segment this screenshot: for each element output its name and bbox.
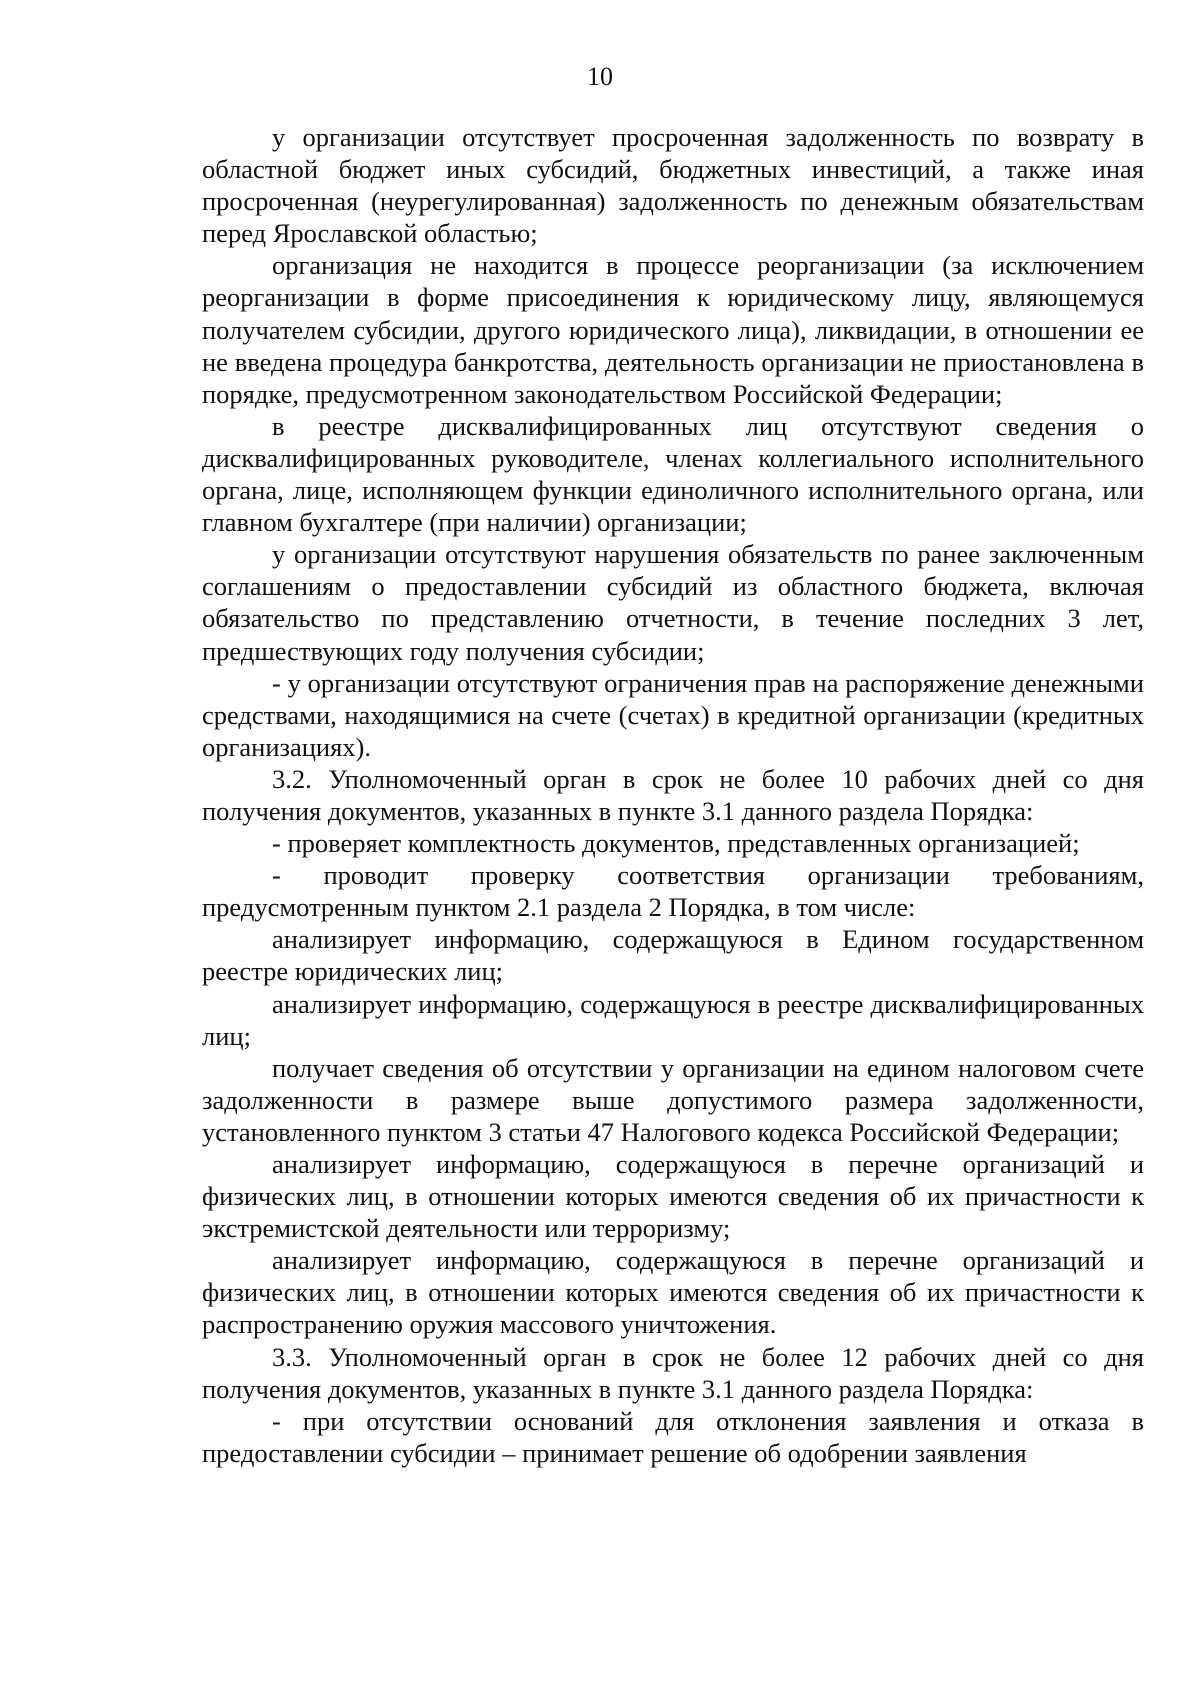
- paragraph-extremism-list: анализирует информацию, содержащуюся в перечне организаций и физических лиц, в отношении которых имеются сведения об их причастности к экстремистской деятельности или терроризму;: [202, 1149, 1144, 1244]
- paragraph-checks-compliance: - проводит проверку соответствия организации требованиям, предусмотренным пунктом 2.1 раздела 2 Порядка, в том числе:: [202, 860, 1144, 923]
- paragraph-approval-decision: - при отсутствии оснований для отклонения заявления и отказа в предоставлении субсидии – принимает решение об одобрении заявления: [202, 1405, 1144, 1468]
- paragraph-wmd-list: анализирует информацию, содержащуюся в перечне организаций и физических лиц, в отношении которых имеются сведения об их причастности к распространению оружия массового уничтожения.: [202, 1245, 1144, 1340]
- paragraph-no-reorganization: организация не находится в процессе реорганизации (за исключением реорганизации в форме присоединения к юридическому лицу, являющемуся получателем субсидии, другого юридического лица), ликвидации, в отношении ее не введена процедура банкротства, деятельность организации не приостановлена в порядке, предусмотренном законодательством Российской Федерации;: [202, 250, 1144, 409]
- page-number: 10: [587, 62, 613, 91]
- paragraph-no-account-restrictions: - у организации отсутствуют ограничения прав на распоряжение денежными средствами, находящимися на счете (счетах) в кредитной организации (кредитных организациях).: [202, 667, 1144, 762]
- paragraph-analyzes-egrul: анализирует информацию, содержащуюся в Едином государственном реестре юридических лиц;: [202, 924, 1144, 987]
- paragraph-no-obligation-violations: у организации отсутствуют нарушения обязательств по ранее заключенным соглашениям о предоставлении субсидий из областного бюджета, включая обязательство по представлению отчетности, в течение последних 3 лет, предшествующих году получения субсидии;: [202, 539, 1144, 666]
- paragraph-analyzes-disqualified: анализирует информацию, содержащуюся в реестре дисквалифицированных лиц;: [202, 988, 1144, 1051]
- paragraph-tax-debt-info: получает сведения об отсутствии у организации на едином налоговом счете задолженности в размере выше допустимого размера задолженности, установленного пунктом 3 статьи 47 Налогового кодекса Российской Федерации;: [202, 1052, 1144, 1147]
- paragraph-disqualified-registry: в реестре дисквалифицированных лиц отсутствуют сведения о дисквалифицированных руководителе, членах коллегиального исполнительного органа, лице, исполняющем функции единоличного исполнительного органа, или главном бухгалтере (при наличии) организации;: [202, 410, 1144, 538]
- paragraph-no-overdue-debt: у организации отсутствует просроченная задолженность по возврату в областной бюджет иных субсидий, бюджетных инвестиций, а также иная просроченная (неурегулированная) задолженность по денежным обязательствам перед Ярославской областью;: [202, 122, 1144, 249]
- document-body: [202, 121, 1144, 1469]
- paragraph-section-3-2: 3.2. Уполномоченный орган в срок не более 10 рабочих дней со дня получения документов, указанных в пункте 3.1 данного раздела Порядка:: [202, 763, 1144, 826]
- paragraph-section-3-3: 3.3. Уполномоченный орган в срок не более 12 рабочих дней со дня получения документов, указанных в пункте 3.1 данного раздела Порядка:: [202, 1341, 1144, 1404]
- paragraph-checks-completeness: - проверяет комплектность документов, представленных организацией;: [272, 828, 1080, 859]
